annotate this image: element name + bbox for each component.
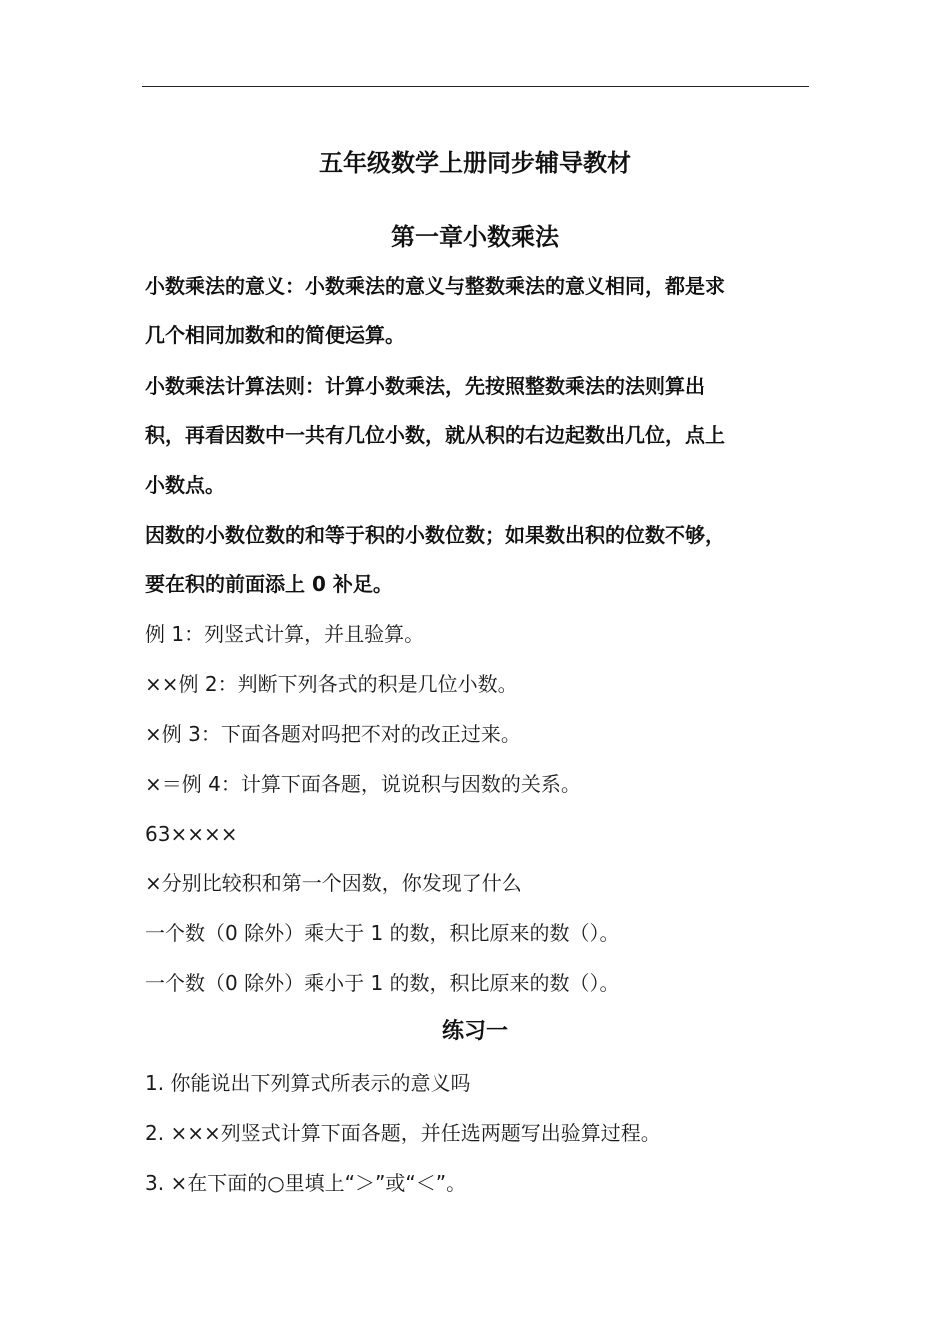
rule2-line-1: 因数的小数位数的和等于积的小数位数；如果数出积的位数不够， (145, 523, 725, 547)
example-line: 一个数（0 除外）乘小于 1 的数，积比原来的数（）。 (145, 971, 620, 995)
rule-line-3: 小数点。 (145, 473, 225, 497)
rule-line-1: 小数乘法计算法则：计算小数乘法，先按照整数乘法的法则算出 (145, 374, 705, 398)
exercise-item: 1. 你能说出下列算式所表示的意义吗 (145, 1071, 471, 1095)
chapter-heading: 第一章小数乘法 (391, 223, 559, 251)
example-line: 例 1：列竖式计算，并且验算。 (145, 622, 425, 646)
example-line: 一个数（0 除外）乘大于 1 的数，积比原来的数（）。 (145, 921, 620, 945)
exercise-heading: 练习一 (441, 1019, 508, 1044)
example-line: 63×××× (145, 822, 238, 846)
definition-line-2: 几个相同加数和的简便运算。 (145, 323, 405, 347)
exercise-item: 3. ×在下面的○里填上“＞”或“＜”。 (145, 1171, 467, 1195)
exercise-item: 2. ×××列竖式计算下面各题，并任选两题写出验算过程。 (145, 1121, 661, 1145)
rule2-line-2: 要在积的前面添上 0 补足。 (145, 572, 393, 596)
example-line: ×＝例 4：计算下面各题，说说积与因数的关系。 (145, 772, 581, 796)
example-line: ×例 3：下面各题对吗把不对的改正过来。 (145, 722, 521, 746)
definition-line-1: 小数乘法的意义：小数乘法的意义与整数乘法的意义相同，都是求 (145, 274, 725, 298)
header-rule (142, 86, 809, 87)
example-line: ×分别比较积和第一个因数，你发现了什么 (145, 871, 522, 895)
example-line: ××例 2：判断下列各式的积是几位小数。 (145, 672, 518, 696)
document-title: 五年级数学上册同步辅导教材 (319, 149, 631, 177)
rule-line-2: 积，再看因数中一共有几位小数，就从积的右边起数出几位，点上 (145, 423, 725, 447)
